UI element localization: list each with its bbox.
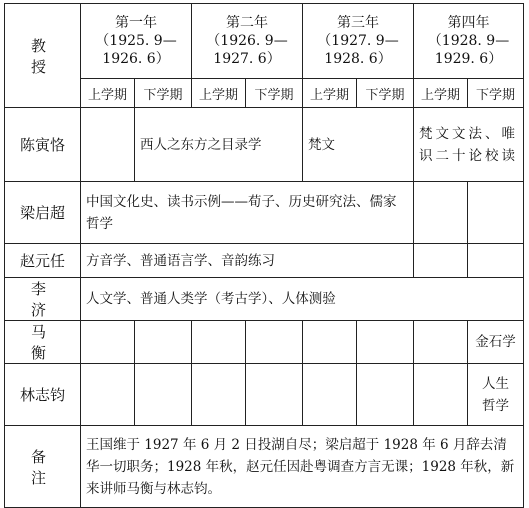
empty-cell xyxy=(468,182,524,244)
year-3-title: 第三年 xyxy=(337,15,379,31)
year-2-dates: （1926. 9—1927. 6） xyxy=(206,33,288,67)
empty-cell xyxy=(81,108,135,182)
empty-cell xyxy=(81,321,135,364)
table-row-li xyxy=(5,278,524,321)
empty-cell xyxy=(414,182,468,244)
semester-header: 下学期 xyxy=(135,79,192,108)
year-4-title: 第四年 xyxy=(447,15,490,31)
semester-header: 上学期 xyxy=(303,79,357,108)
course-cell: 人文学、普通人类学（考古学）、人体测验 xyxy=(81,278,524,321)
semester-header: 下学期 xyxy=(357,79,414,108)
curriculum-table xyxy=(4,3,524,508)
table-row-ma xyxy=(5,321,524,364)
semester-header: 下学期 xyxy=(246,79,303,108)
professor-header: 教 授 xyxy=(5,4,81,108)
professor-name: 马 衡 xyxy=(5,321,81,364)
empty-cell xyxy=(81,364,135,426)
year-2-header xyxy=(192,4,303,79)
course-cell: 人生哲学 xyxy=(468,364,524,426)
empty-cell xyxy=(192,364,246,426)
empty-cell xyxy=(414,321,468,364)
semester-header: 上学期 xyxy=(192,79,246,108)
empty-cell xyxy=(357,364,414,426)
course-cell: 中国文化史、读书示例——荀子、历史研究法、儒家哲学 xyxy=(81,182,414,244)
professor-name: 梁启超 xyxy=(5,182,81,244)
course-cell: 方音学、普通语言学、音韵练习 xyxy=(81,244,414,278)
notes-text: 王国维于 1927 年 6 月 2 日投湖自尽；梁启超于 1928 年 6 月辞去清华一切职务；1928 年秋，赵元任因赴粤调查方言无课；1928 年秋，新来讲师马衡与林志钧。 xyxy=(81,426,524,508)
table-row-notes xyxy=(5,426,524,508)
semester-header: 上学期 xyxy=(414,79,468,108)
professor-name: 林志钧 xyxy=(5,364,81,426)
empty-cell xyxy=(246,321,303,364)
year-3-header xyxy=(303,4,414,79)
empty-cell xyxy=(135,364,192,426)
empty-cell xyxy=(414,364,468,426)
year-1-header xyxy=(81,4,192,79)
table-row-zhao xyxy=(5,244,524,278)
header-year-row xyxy=(5,4,524,79)
year-3-dates: （1927. 9—1928. 6） xyxy=(317,33,399,67)
empty-cell xyxy=(303,364,357,426)
table-row-chen xyxy=(5,108,524,182)
empty-cell xyxy=(192,321,246,364)
empty-cell xyxy=(246,364,303,426)
year-4-header xyxy=(414,4,524,79)
course-cell: 西人之东方之目录学 xyxy=(135,108,303,182)
year-2-title: 第二年 xyxy=(226,15,268,31)
semester-header: 下学期 xyxy=(468,79,524,108)
header-semester-row xyxy=(5,79,524,108)
empty-cell xyxy=(468,244,524,278)
course-cell: 梵文文法、唯识二十论校读 xyxy=(414,108,524,182)
professor-name: 李 济 xyxy=(5,278,81,321)
empty-cell xyxy=(357,321,414,364)
course-cell: 梵文 xyxy=(303,108,414,182)
year-1-dates: （1925. 9—1926. 6） xyxy=(95,33,177,67)
table-row-lin xyxy=(5,364,524,426)
professor-name: 赵元任 xyxy=(5,244,81,278)
empty-cell xyxy=(135,321,192,364)
professor-name: 陈寅恪 xyxy=(5,108,81,182)
notes-label: 备 注 xyxy=(5,426,81,508)
empty-cell xyxy=(303,321,357,364)
course-cell: 金石学 xyxy=(468,321,524,364)
semester-header: 上学期 xyxy=(81,79,135,108)
year-1-title: 第一年 xyxy=(115,15,157,31)
empty-cell xyxy=(414,244,468,278)
table-row-liang xyxy=(5,182,524,244)
year-4-dates: （1928. 9—1929. 6） xyxy=(427,33,510,67)
